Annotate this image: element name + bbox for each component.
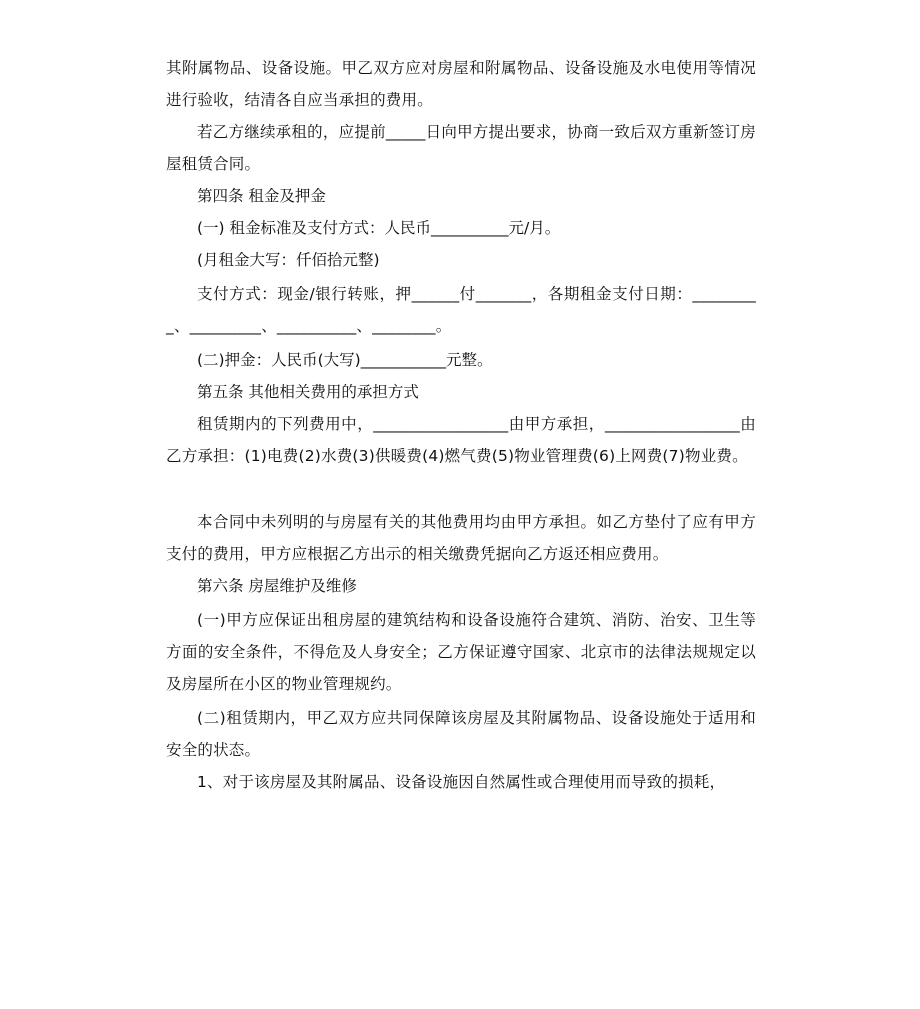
- paragraph-other-fees: 本合同中未列明的与房屋有关的其他费用均由甲方承担。如乙方垫付了应有甲方支付的费用，甲方应根据乙方出示的相关缴费凭据向乙方返还相应费用。: [166, 513, 756, 563]
- paragraph-handover: 其附属物品、设备设施。甲乙双方应对房屋和附属物品、设备设施及水电使用等情况进行验收，结清各自应当承担的费用。: [166, 59, 756, 109]
- paragraph-safety-conditions: (一)甲方应保证出租房屋的建筑结构和设备设施符合建筑、消防、治安、卫生等方面的安全条件，不得危及人身安全；乙方保证遵守国家、北京市的法律法规规定以及房屋所在小区的物业管理规约。: [166, 611, 756, 693]
- paragraph-fees-allocation: 租赁期内的下列费用中，_________________由甲方承担，_________________由乙方承担：(1)电费(2)水费(3)供暖费(4)燃气费(5)物业管理费(6)上网费(7)物业费。: [166, 415, 756, 465]
- paragraph-joint-maintenance: (二)租赁期内，甲乙双方应共同保障该房屋及其附属物品、设备设施处于适用和安全的状态。: [166, 709, 756, 759]
- paragraph-wear-and-tear: 1、对于该房屋及其附属品、设备设施因自然属性或合理使用而导致的损耗，: [197, 773, 726, 791]
- paragraph-rent-standard: (一) 租金标准及支付方式：人民币__________元/月。: [197, 219, 561, 237]
- paragraph-renewal: 若乙方继续承租的，应提前_____日向甲方提出要求，协商一致后双方重新签订房屋租赁合同。: [166, 123, 756, 173]
- heading-article-4: 第四条 租金及押金: [197, 187, 326, 205]
- paragraph-rent-uppercase: (月租金大写：仟佰拾元整): [197, 251, 380, 269]
- paragraph-deposit: (二)押金：人民币(大写)___________元整。: [197, 351, 493, 369]
- heading-article-6: 第六条 房屋维护及维修: [197, 577, 357, 595]
- paragraph-payment-method: 支付方式：现金/银行转账，押______付_______，各期租金支付日期：_________、_________、__________、________。: [166, 285, 756, 335]
- heading-article-5: 第五条 其他相关费用的承担方式: [197, 383, 419, 401]
